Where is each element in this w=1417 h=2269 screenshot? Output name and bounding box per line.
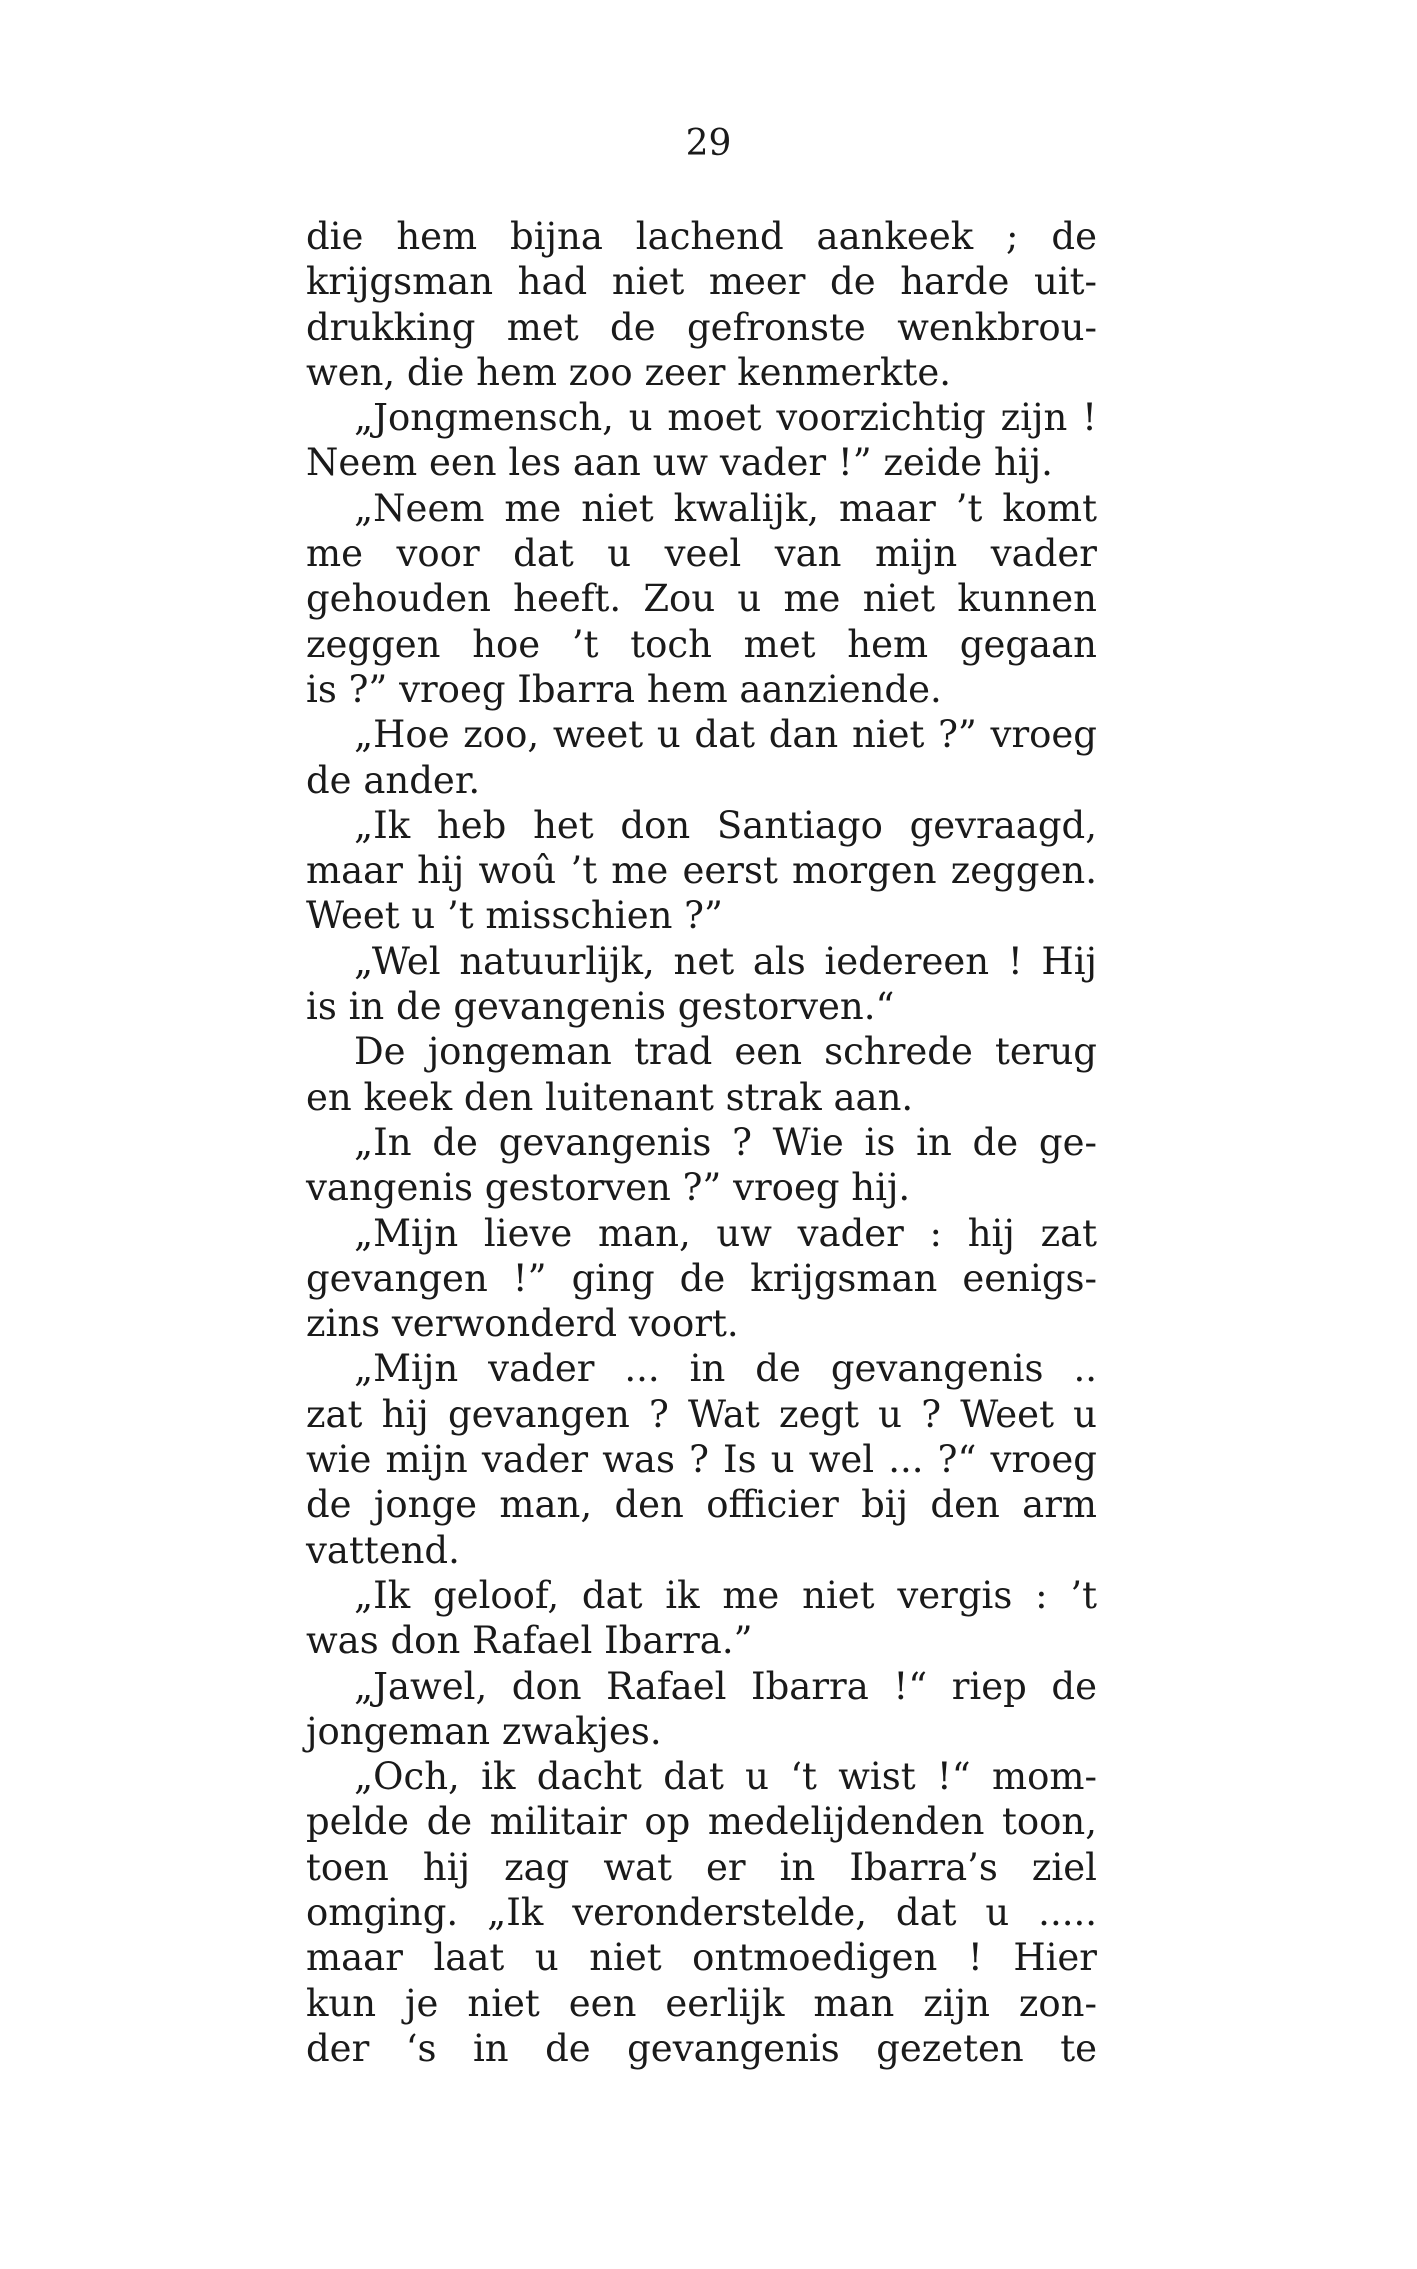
text-line: toen hij zag wat er in Ibarra’s ziel xyxy=(306,1845,1097,1889)
text-line: der ‘s in de gevangenis gezeten te xyxy=(306,2026,1097,2070)
text-line: „Wel natuurlijk, net als iedereen ! Hij xyxy=(354,939,1097,983)
text-line: wen, die hem zoo zeer kenmerkte. xyxy=(306,350,951,394)
text-line: „Ik geloof, dat ik me niet vergis : ’t xyxy=(354,1573,1097,1617)
text-line: is in de gevangenis gestorven.“ xyxy=(306,985,895,1029)
text-line: krijgsman had niet meer de harde uit- xyxy=(306,260,1097,304)
text-line: is ?” vroeg Ibarra hem aanziende. xyxy=(306,667,942,711)
text-line: omging. „Ik veronderstelde, dat u ..... xyxy=(306,1890,1097,1934)
page-number: 29 xyxy=(685,123,732,164)
text-line: was don Rafael Ibarra.” xyxy=(306,1619,753,1663)
text-line: „Neem me niet kwalijk, maar ’t komt xyxy=(354,486,1097,530)
body-text xyxy=(306,214,1097,2071)
text-line: drukking met de gefronste wenkbrou- xyxy=(306,305,1097,349)
text-line: „Och, ik dacht dat u ‘t wist !“ mom- xyxy=(354,1755,1097,1799)
text-line: vangenis gestorven ?” vroeg hij. xyxy=(306,1166,911,1210)
text-line: Weet u ’t misschien ?” xyxy=(306,894,723,938)
text-line: „In de gevangenis ? Wie is in de ge- xyxy=(354,1120,1097,1164)
text-line: gevangen !” ging de krijgsman eenigs- xyxy=(306,1256,1097,1300)
text-line: „Jongmensch, u moet voorzichtig zijn ! xyxy=(354,396,1097,440)
text-line: „Mijn vader ... in de gevangenis .. xyxy=(354,1347,1097,1391)
text-line: maar laat u niet ontmoedigen ! Hier xyxy=(306,1936,1097,1980)
text-line: „Ik heb het don Santiago gevraagd, xyxy=(354,803,1097,847)
text-line: zins verwonderd voort. xyxy=(306,1302,739,1346)
text-line: wie mijn vader was ? Is u wel ... ?“ vroeg xyxy=(306,1438,1097,1482)
text-line: De jongeman trad een schrede terug xyxy=(354,1030,1097,1074)
text-line: „Jawel, don Rafael Ibarra !“ riep de xyxy=(354,1664,1097,1708)
text-line: en keek den luitenant strak aan. xyxy=(306,1075,914,1119)
text-line: „Hoe zoo, weet u dat dan niet ?” vroeg xyxy=(354,713,1097,757)
text-line: Neem een les aan uw vader !” zeide hij. xyxy=(306,441,1053,485)
text-line: pelde de militair op medelijdenden toon, xyxy=(306,1800,1097,1844)
text-line: vattend. xyxy=(306,1528,460,1572)
text-line: de jonge man, den officier bij den arm xyxy=(306,1483,1097,1527)
text-line: gehouden heeft. Zou u me niet kunnen xyxy=(306,577,1097,621)
text-line: die hem bijna lachend aankeek ; de xyxy=(306,215,1097,258)
text-line: „Mijn lieve man, uw vader : hij zat xyxy=(354,1211,1097,1255)
text-line: maar hij woû ’t me eerst morgen zeggen. xyxy=(306,849,1097,893)
text-line: jongeman zwakjes. xyxy=(306,1709,662,1753)
text-line: me voor dat u veel van mijn vader xyxy=(306,532,1097,576)
text-line: zat hij gevangen ? Wat zegt u ? Weet u xyxy=(306,1392,1097,1436)
text-line: de ander. xyxy=(306,758,481,802)
text-line: zeggen hoe ’t toch met hem gegaan xyxy=(306,622,1097,666)
text-line: kun je niet een eerlijk man zijn zon- xyxy=(306,1981,1097,2025)
